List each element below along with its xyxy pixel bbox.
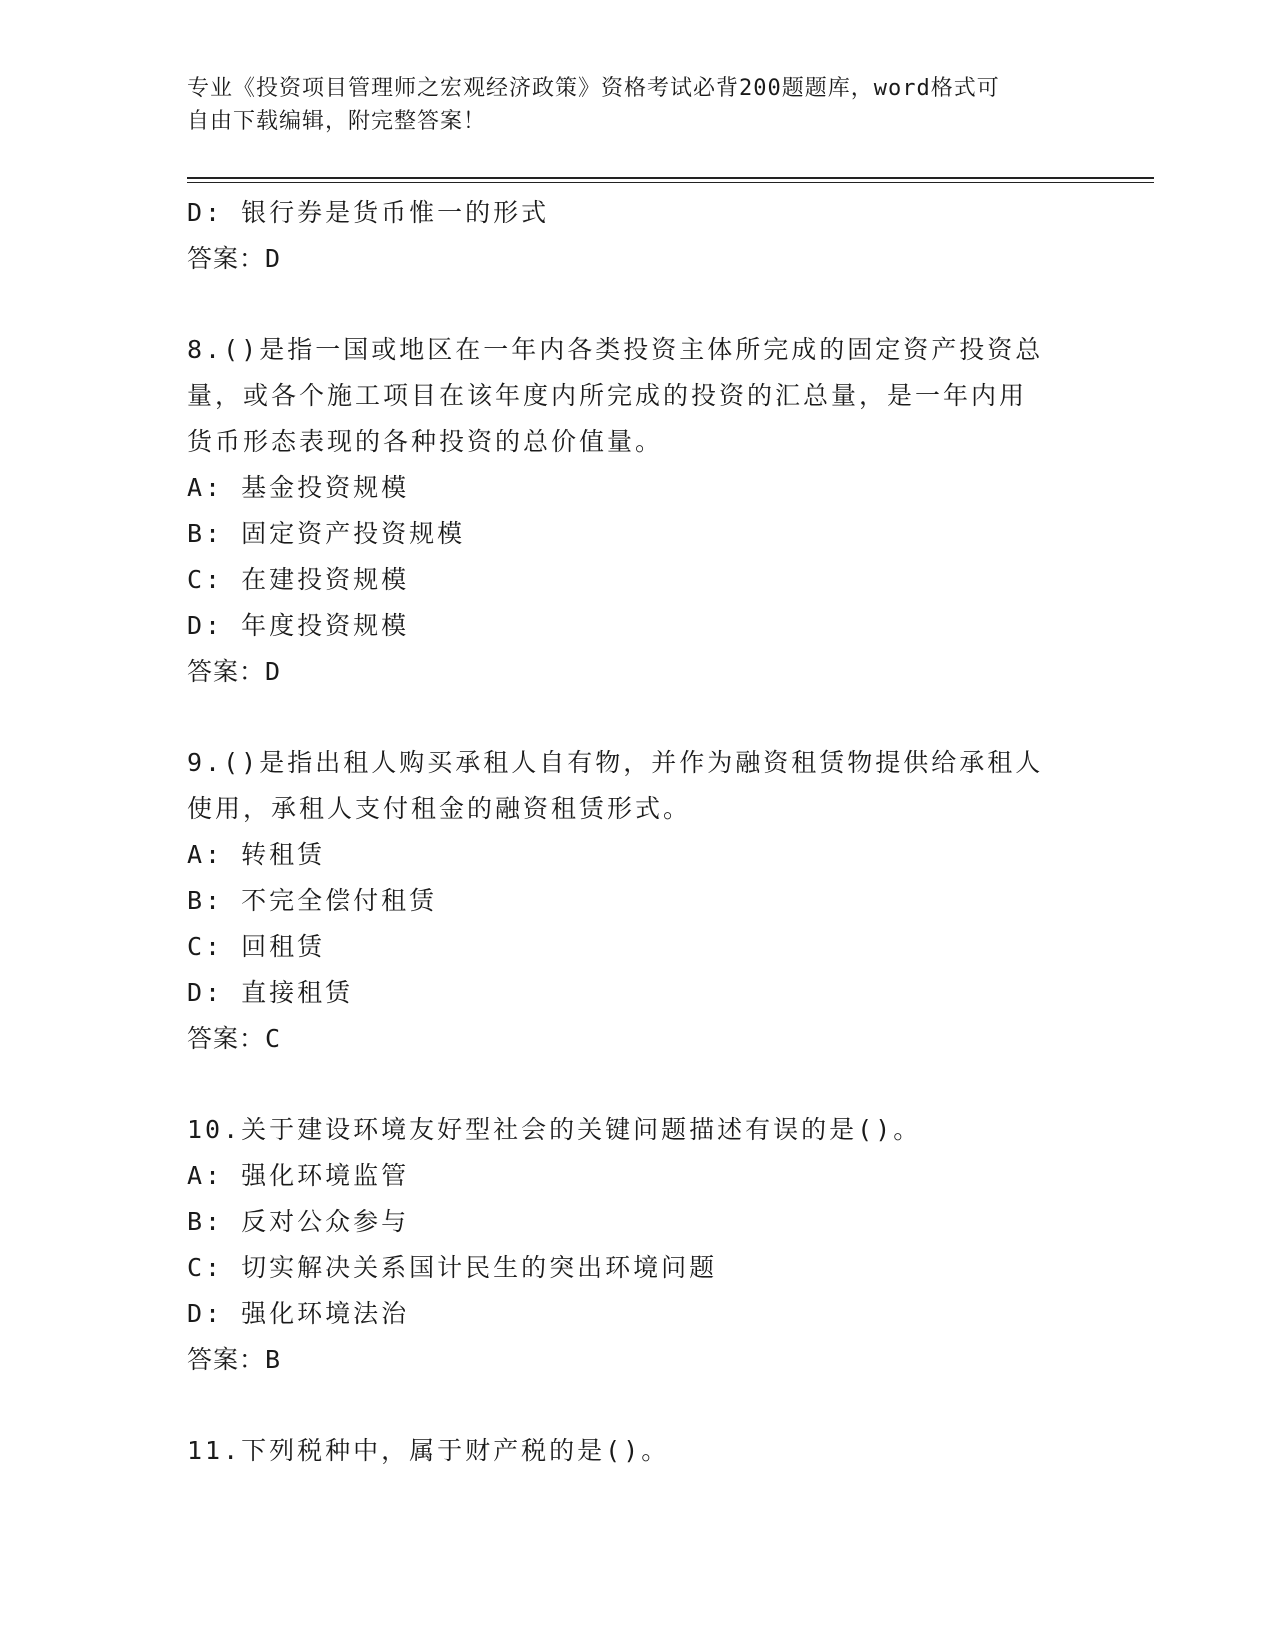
option-d: D: 年度投资规模	[187, 611, 410, 640]
document-body	[187, 190, 1067, 1474]
answer: 答案：B	[187, 1345, 282, 1374]
question-9	[187, 740, 1067, 1062]
question-10	[187, 1107, 1067, 1383]
answer: 答案：C	[187, 1024, 282, 1053]
option-a: A: 转租赁	[187, 840, 326, 869]
page-header: 专业《投资项目管理师之宏观经济政策》资格考试必背200题题库，word格式可 自由下载编辑，附完整答案！	[187, 76, 1000, 134]
option-b: B: 固定资产投资规模	[187, 519, 466, 548]
option-c: C: 回租赁	[187, 932, 326, 961]
option-b: B: 不完全偿付租赁	[187, 886, 438, 915]
question-stem-line: 11.下列税种中，属于财产税的是()。	[187, 1436, 670, 1465]
option-b: B: 反对公众参与	[187, 1207, 410, 1236]
option-d: D: 银行券是货币惟一的形式	[187, 198, 550, 227]
spacer	[187, 282, 1067, 327]
answer: 答案：D	[187, 657, 282, 686]
question-stem-line: 使用，承租人支付租金的融资租赁形式。	[187, 794, 692, 823]
previous-question-tail	[187, 190, 1067, 282]
spacer	[187, 1062, 1067, 1107]
question-8	[187, 327, 1067, 695]
header-divider	[187, 177, 1154, 183]
option-d: D: 强化环境法治	[187, 1299, 410, 1328]
question-stem-line: 8.()是指一国或地区在一年内各类投资主体所完成的固定资产投资总	[187, 335, 1044, 364]
option-a: A: 强化环境监管	[187, 1161, 410, 1190]
option-a: A: 基金投资规模	[187, 473, 410, 502]
option-d: D: 直接租赁	[187, 978, 354, 1007]
option-c: C: 切实解决关系国计民生的突出环境问题	[187, 1253, 718, 1282]
spacer	[187, 1383, 1067, 1428]
option-c: C: 在建投资规模	[187, 565, 410, 594]
question-stem-line: 量，或各个施工项目在该年度内所完成的投资的汇总量，是一年内用	[187, 381, 1028, 410]
spacer	[187, 695, 1067, 740]
question-11	[187, 1428, 1067, 1474]
question-stem-line: 9.()是指出租人购买承租人自有物，并作为融资租赁物提供给承租人	[187, 748, 1044, 777]
answer: 答案：D	[187, 244, 282, 273]
question-stem-line: 货币形态表现的各种投资的总价值量。	[187, 427, 664, 456]
question-stem-line: 10.关于建设环境友好型社会的关键问题描述有误的是()。	[187, 1115, 922, 1144]
